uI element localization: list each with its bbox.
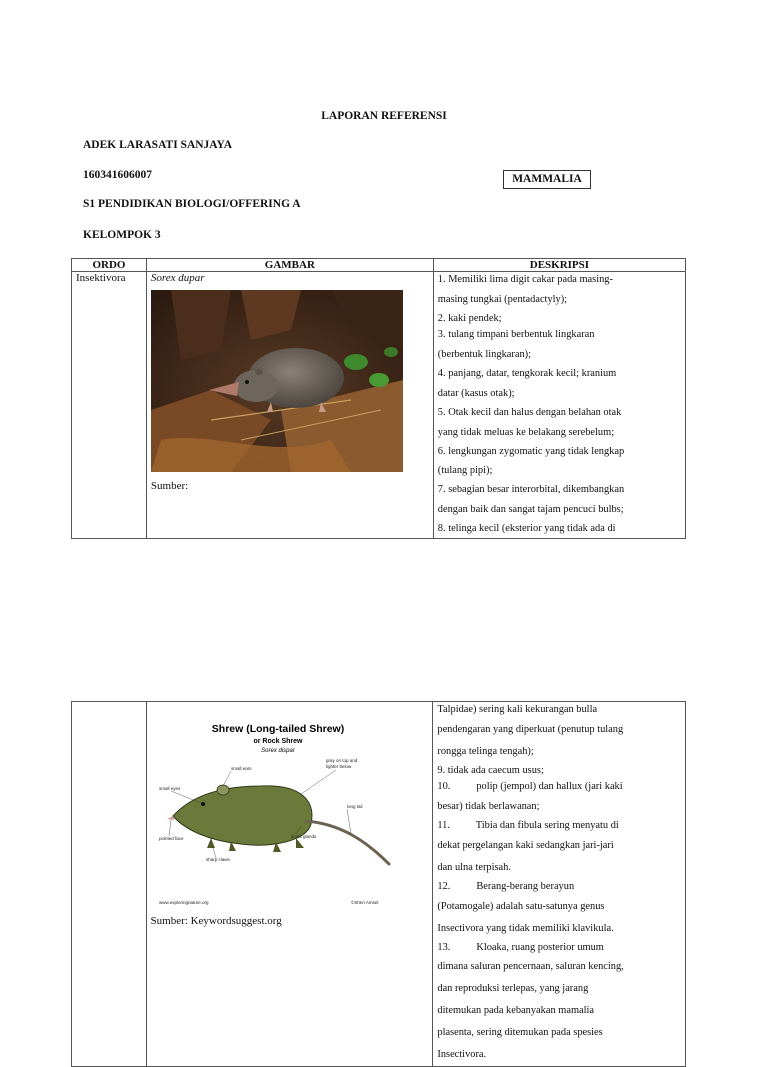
reference-table [71,258,686,539]
desc-line: dengan baik dan sangat tajam pencuci bulbs; [437,503,624,515]
header-deskripsi: DESKRIPSI [433,259,685,272]
photo-source: Sumber: [150,480,189,492]
group-name: KELOMPOK 3 [83,229,161,241]
desc-line: datar (kasus otak); [437,387,515,399]
desc-line: (berbentuk lingkaran); [437,349,531,361]
desc-line: dan ulna terpisah. [437,861,511,873]
label-small-eyes: small eyes [158,786,180,791]
desc-line: 7. sebagian besar interorbital, dikembangkan [437,484,625,496]
ordo-cell-empty [72,702,147,1067]
table-header-row [72,259,686,272]
diagram-source: Sumber: Keywordsuggest.org [150,915,282,927]
class-box: MAMMALIA [503,170,591,189]
species-name: Sorex dupar [150,272,205,284]
report-title: LAPORAN REFERENSI [321,110,447,122]
desc-line: 2. kaki pendek; [437,312,502,324]
desc-line: dimana saluran pencernaan, saluran kencing, [437,961,624,973]
ordo-cell [72,272,147,539]
desc-line: dan reproduksi terlepas, yang jarang [437,983,589,995]
diagram-subtitle: or Rock Shrew [253,738,303,745]
desc-line: 4. panjang, datar, tengkorak kecil; kranium [437,368,617,380]
label-sharp-claws: sharp claws [205,857,230,862]
desc-line: 11. Tibia dan fibula sering menyatu di [437,820,619,832]
diagram-species: Sorex dispar [260,748,295,754]
desc-line: (tulang pipi); [437,465,493,477]
desc-line: 5. Otak kecil dan halus dengan belahan otak [437,406,622,418]
desc-line: Talpidae) sering kali kekurangan bulla [437,704,598,715]
desc-line: Insectivora. [437,1049,487,1061]
table-row [72,702,686,1067]
header-ordo: ORDO [72,259,147,272]
desc-line: pendengaran yang diperkuat (penutup tulang [437,723,624,735]
desc-line: yang tidak meluas ke belakang serebelum; [437,426,615,438]
label-long-tail: long tail [346,804,363,809]
label-credit: ©Sheri Amsel [350,900,378,905]
desc-line: 10. polip (jempol) dan hallux (jari kaki [437,781,623,793]
desc-line: 6. lengkungan zygomatic yang tidak lengkap [437,445,625,457]
header-gambar: GAMBAR [146,259,433,272]
gambar-cell [146,272,433,539]
table-row [72,272,686,539]
label-gray-2: lighter below [325,764,351,769]
desc-line: masing tungkai (pentadactyly); [437,293,568,305]
description-cell [433,702,686,1067]
desc-line: (Potamogale) adalah satu-satunya genus [437,900,605,912]
program-name: S1 PENDIDIKAN BIOLOGI/OFFERING A [83,198,301,210]
author-name: ADEK LARASATI SANJAYA [83,139,233,151]
label-pointed-face: pointed face [158,836,184,841]
desc-line: 3. tulang timpani berbentuk lingkaran [437,329,595,341]
desc-line: 9. tidak ada caecum usus; [437,764,544,776]
label-gray: gray on top and [325,758,357,763]
reference-table-continued [71,701,686,1067]
desc-line: plasenta, sering ditemukan pada spesies [437,1027,603,1039]
shrew-diagram [151,716,405,911]
desc-line: ditemukan pada kebanyakan mamalia [437,1005,595,1017]
student-id: 160341606007 [83,169,152,181]
label-small-ears: small ears [230,766,252,771]
desc-line: rongga telinga tengah); [437,745,534,757]
desc-line: dekat pergelangan kaki sedangkan jari-jari [437,839,614,851]
desc-line: 1. Memiliki lima digit cakar pada masing- [437,274,613,285]
desc-line: Insectivora yang tidak memiliki klavikula. [437,922,614,934]
desc-line: 13. Kloaka, ruang posterior umum [437,941,604,953]
desc-line: besar) tidak berlawanan; [437,801,540,813]
gambar-cell [146,702,433,1067]
description-cell [433,272,685,539]
label-site: www.exploringnature.org [158,900,209,905]
desc-line: 12. Berang-berang berayun [437,880,575,892]
diagram-title: Shrew (Long-tailed Shrew) [211,723,344,735]
shrew-photo [151,290,403,472]
label-scent-glands: scent glands [290,834,316,839]
desc-line: 8. telinga kecil (eksterior yang tidak ada di [437,522,616,534]
ordo-label: Insektivora [76,272,126,284]
